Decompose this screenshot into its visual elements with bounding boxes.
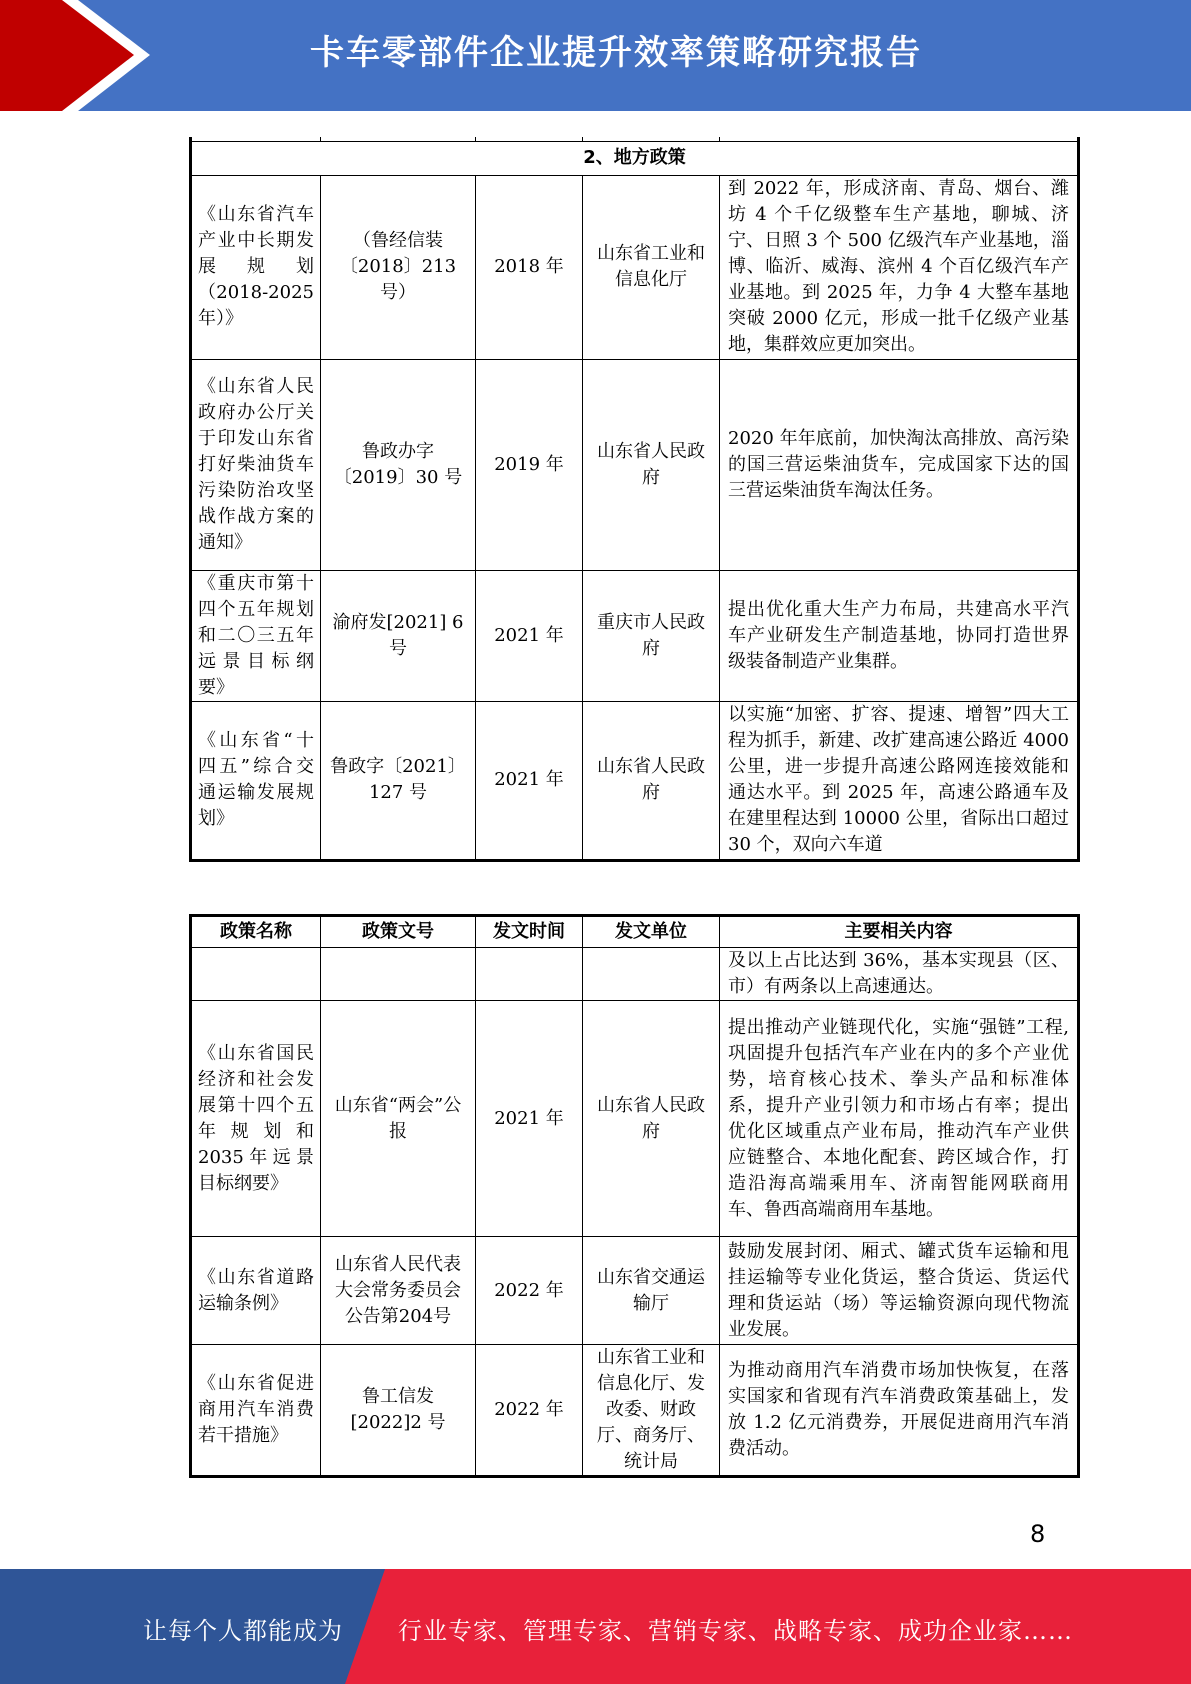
issuer-cell: 山东省工业和信息化厅 [583,175,720,359]
page-number: 8 [1030,1520,1046,1548]
content-cell: 及以上占比达到 36%，基本实现县（区、市）有两条以上高速通达。 [720,948,1079,1001]
issuer-cell: 山东省交通运输厅 [583,1237,720,1345]
issuer-cell: 山东省人民政府 [583,359,720,570]
doc-number-cell: 山东省“两会”公报 [321,1001,476,1237]
section-header-row [191,141,1079,175]
content-cell: 2020 年年底前，加快淘汰高排放、高污染的国三营运柴油货车，完成国家下达的国三营运柴油货车淘汰任务。 [720,359,1079,570]
content-cell: 提出推动产业链现代化，实施“强链”工程,巩固提升包括汽车产业在内的多个产业优势，培育核心技术、拳头产品和标准体系，提升产业引领力和市场占有率；提出优化区域重点产业布局，推动汽车产业供应链整合、本地化配套、跨区域合作，打造沿海高端乘用车、济南智能网联商用车、鲁西高端商用车基地。 [720,1001,1079,1237]
policy-name-cell: 《山东省汽车产业中长期发展规划（2018-2025年）》 [191,175,321,359]
policy-name-cell [191,948,321,1001]
issuer-cell: 山东省人民政府 [583,701,720,860]
table-row [191,1237,1079,1345]
policy-table [189,914,1080,1478]
table-row [191,1001,1079,1237]
policy-table-continued [189,137,1080,862]
doc-number-cell: （鲁经信装〔2018〕213号） [321,175,476,359]
issuer-cell: 山东省工业和信息化厅、发改委、财政厅、商务厅、统计局 [583,1345,720,1477]
content-cell: 到 2022 年，形成济南、青岛、烟台、潍坊 4 个千亿级整车生产基地，聊城、济宁、日照 3 个 500 亿级汽车产业基地，淄博、临沂、威海、滨州 4 个百亿级汽车产业基地。到 2025 年，力争 4 大整车基地突破 2000 亿元，形成一批千亿级产业基地，集群效应更加突出。 [720,175,1079,359]
table-header-row [191,916,1079,948]
column-header-issuer: 发文单位 [583,916,720,948]
issue-year-cell: 2021 年 [476,570,583,701]
policy-name-cell: 《山东省促进商用汽车消费若干措施》 [191,1345,321,1477]
table-row [191,570,1079,701]
section-title: 2、地方政策 [191,141,1079,175]
page-header [0,0,1191,111]
table-row [191,701,1079,860]
issue-year-cell: 2022 年 [476,1237,583,1345]
table-row [191,948,1079,1001]
issue-year-cell: 2022 年 [476,1345,583,1477]
policy-name-cell: 《山东省“十四五”综合交通运输发展规划》 [191,701,321,860]
doc-number-cell: 鲁政办字〔2019〕30 号 [321,359,476,570]
column-header-main-content: 主要相关内容 [720,916,1079,948]
content-cell: 鼓励发展封闭、厢式、罐式货车运输和甩挂运输等专业化货运，整合货运、货运代理和货运站（场）等运输资源向现代物流业发展。 [720,1237,1079,1345]
content-cell: 为推动商用汽车消费市场加快恢复，在落实国家和省现有汽车消费政策基础上，发放 1.2 亿元消费券，开展促进商用汽车消费活动。 [720,1345,1079,1477]
page-footer [0,1569,1191,1684]
table-row [191,1345,1079,1477]
content-cell: 提出优化重大生产力布局，共建高水平汽车产业研发生产制造基地，协同打造世界级装备制造产业集群。 [720,570,1079,701]
issue-year-cell: 2018 年 [476,175,583,359]
header-chevron-decoration [0,0,150,111]
issue-year-cell: 2021 年 [476,1001,583,1237]
table-row [191,359,1079,570]
doc-number-cell: 鲁政字〔2021〕127 号 [321,701,476,860]
doc-number-cell: 渝府发[2021] 6 号 [321,570,476,701]
content-cell: 以实施“加密、扩容、提速、增智”四大工程为抓手，新建、改扩建高速公路近 4000 公里，进一步提升高速公路网连接效能和通达水平。到 2025 年，高速公路通车及在建里程达到 10000 公里，省际出口超过 30 个，双向六车道 [720,701,1079,860]
doc-number-cell: 山东省人民代表大会常务委员会公告第204号 [321,1237,476,1345]
doc-number-cell [321,948,476,1001]
column-header-policy-name: 政策名称 [191,916,321,948]
column-header-issue-time: 发文时间 [476,916,583,948]
footer-slogan-left: 让每个人都能成为 [143,1617,343,1645]
footer-slogan-right: 行业专家、管理专家、营销专家、战略专家、成功企业家…… [398,1617,1073,1645]
issue-year-cell: 2021 年 [476,701,583,860]
issuer-cell: 重庆市人民政府 [583,570,720,701]
table-row [191,175,1079,359]
policy-name-cell: 《山东省道路运输条例》 [191,1237,321,1345]
issue-year-cell: 2019 年 [476,359,583,570]
page-title: 卡车零部件企业提升效率策略研究报告 [310,33,922,73]
column-header-doc-number: 政策文号 [321,916,476,948]
issuer-cell [583,948,720,1001]
policy-name-cell: 《重庆市第十四个五年规划和二〇三五年远景目标纲要》 [191,570,321,701]
policy-name-cell: 《山东省国民经济和社会发展第十四个五年规划和2035年远景目标纲要》 [191,1001,321,1237]
issue-year-cell [476,948,583,1001]
policy-name-cell: 《山东省人民政府办公厅关于印发山东省打好柴油货车污染防治攻坚战作战方案的通知》 [191,359,321,570]
doc-number-cell: 鲁工信发[2022]2 号 [321,1345,476,1477]
issuer-cell: 山东省人民政府 [583,1001,720,1237]
